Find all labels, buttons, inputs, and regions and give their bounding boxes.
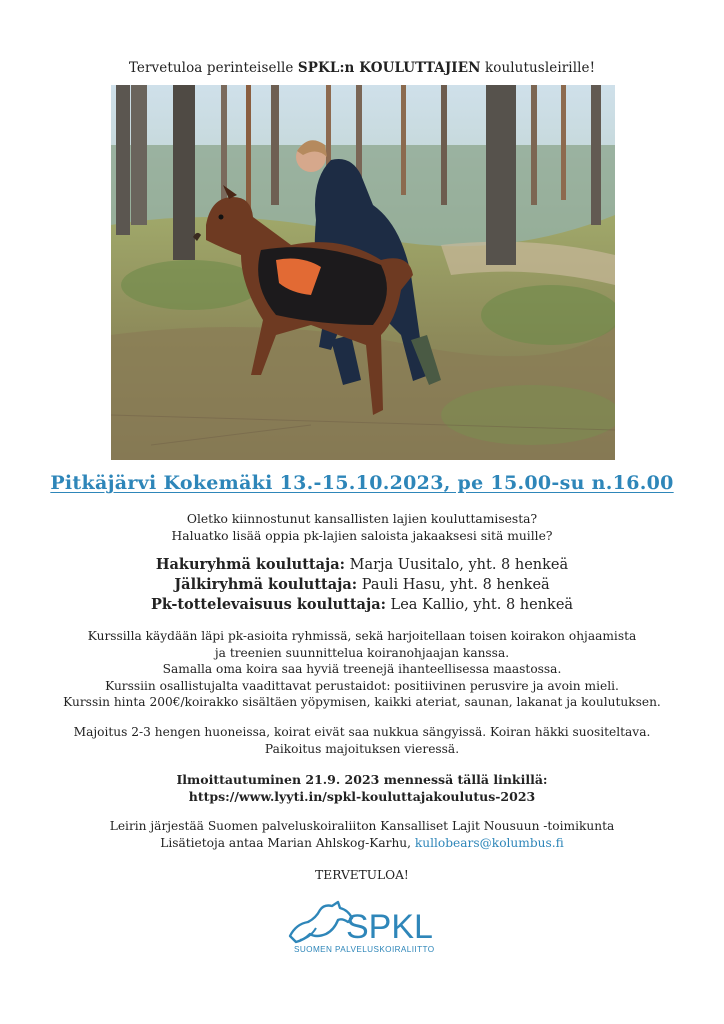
course-description — [0, 628, 724, 711]
intro-text-end: koulutusleirille! — [480, 60, 596, 76]
description-line: Samalla oma koira saa hyviä treenejä ihanteellisessa maastossa. — [162, 662, 562, 676]
questions — [0, 511, 724, 545]
event-headline: Pitkäjärvi Kokemäki 13.-15.10.2023, pe 15.00-su n.16.00 — [50, 472, 674, 494]
spkl-logo-icon — [286, 888, 446, 958]
spkl-logo — [286, 888, 446, 958]
question-line: Haluatko lisää oppia pk-lajien saloista jakaaksesi sitä muille? — [171, 529, 553, 543]
trainer-role: Hakuryhmä kouluttaja: — [155, 556, 345, 573]
organizer-info — [0, 818, 724, 852]
trainer-name: Pauli Hasu, yht. 8 henkeä — [357, 577, 550, 593]
contact-email-link[interactable]: kullobears@kolumbus.fi — [414, 836, 564, 850]
intro-text: Tervetuloa perinteiselle — [128, 60, 298, 76]
question-line: Oletko kiinnostunut kansallisten lajien kouluttamisesta? — [186, 512, 538, 526]
camp-photo — [111, 85, 615, 460]
trainer-role: Jälkiryhmä kouluttaja: — [174, 576, 358, 593]
trainer-row — [0, 575, 724, 595]
contact-line — [0, 835, 724, 852]
trainer-row — [0, 555, 724, 575]
trainer-name: Marja Uusitalo, yht. 8 henkeä — [345, 557, 569, 573]
description-line: Kurssilla käydään läpi pk-asioita ryhmissä, sekä harjoitellaan toisen koirakon ohjaamista — [87, 629, 637, 643]
organizer-line: Leirin järjestää Suomen palveluskoiraliiton Kansalliset Lajit Nousuun -toimikunta — [109, 819, 615, 833]
trainer-row — [0, 595, 724, 615]
welcome-text: TERVETULOA! — [315, 868, 409, 882]
forest-dog-trainer-image — [111, 85, 615, 460]
lodging-line: Paikoitus majoituksen vieressä. — [264, 741, 460, 756]
intro-bold: SPKL:n KOULUTTAJIEN — [297, 60, 481, 76]
registration-info — [0, 771, 724, 805]
trainer-role: Pk-tottelevaisuus kouluttaja: — [150, 596, 386, 613]
description-line: Kurssiin osallistujalta vaadittavat perustaidot: positiivinen perusvire ja avoin mieli. — [105, 678, 619, 693]
registration-deadline: Ilmoittautuminen 21.9. 2023 mennessä tällä linkillä: — [176, 772, 548, 787]
trainer-name: Lea Kallio, yht. 8 henkeä — [385, 597, 574, 613]
lodging-line: Majoitus 2-3 hengen huoneissa, koirat eivät saa nukkua sängyissä. Koiran häkki suositeltava. — [73, 725, 651, 739]
logo-abbr: SPKL — [346, 908, 433, 946]
registration-link[interactable]: https://www.lyyti.in/spkl-kouluttajakoulutus-2023 — [188, 789, 536, 804]
lodging-info — [0, 724, 724, 757]
intro-line — [0, 60, 724, 76]
logo-full-name: SUOMEN PALVELUSKOIRALIITTO — [294, 945, 435, 954]
contact-text: Lisätietoja antaa Marian Ahlskog-Karhu, — [160, 836, 415, 850]
description-line: ja treenien suunnittelua koiranohjaajan kanssa. — [214, 645, 510, 660]
trainers-list — [0, 555, 724, 615]
description-line: Kurssin hinta 200€/koirakko sisältäen yöpymisen, kaikki ateriat, saunan, lakanat ja koulutuksen. — [63, 695, 661, 709]
